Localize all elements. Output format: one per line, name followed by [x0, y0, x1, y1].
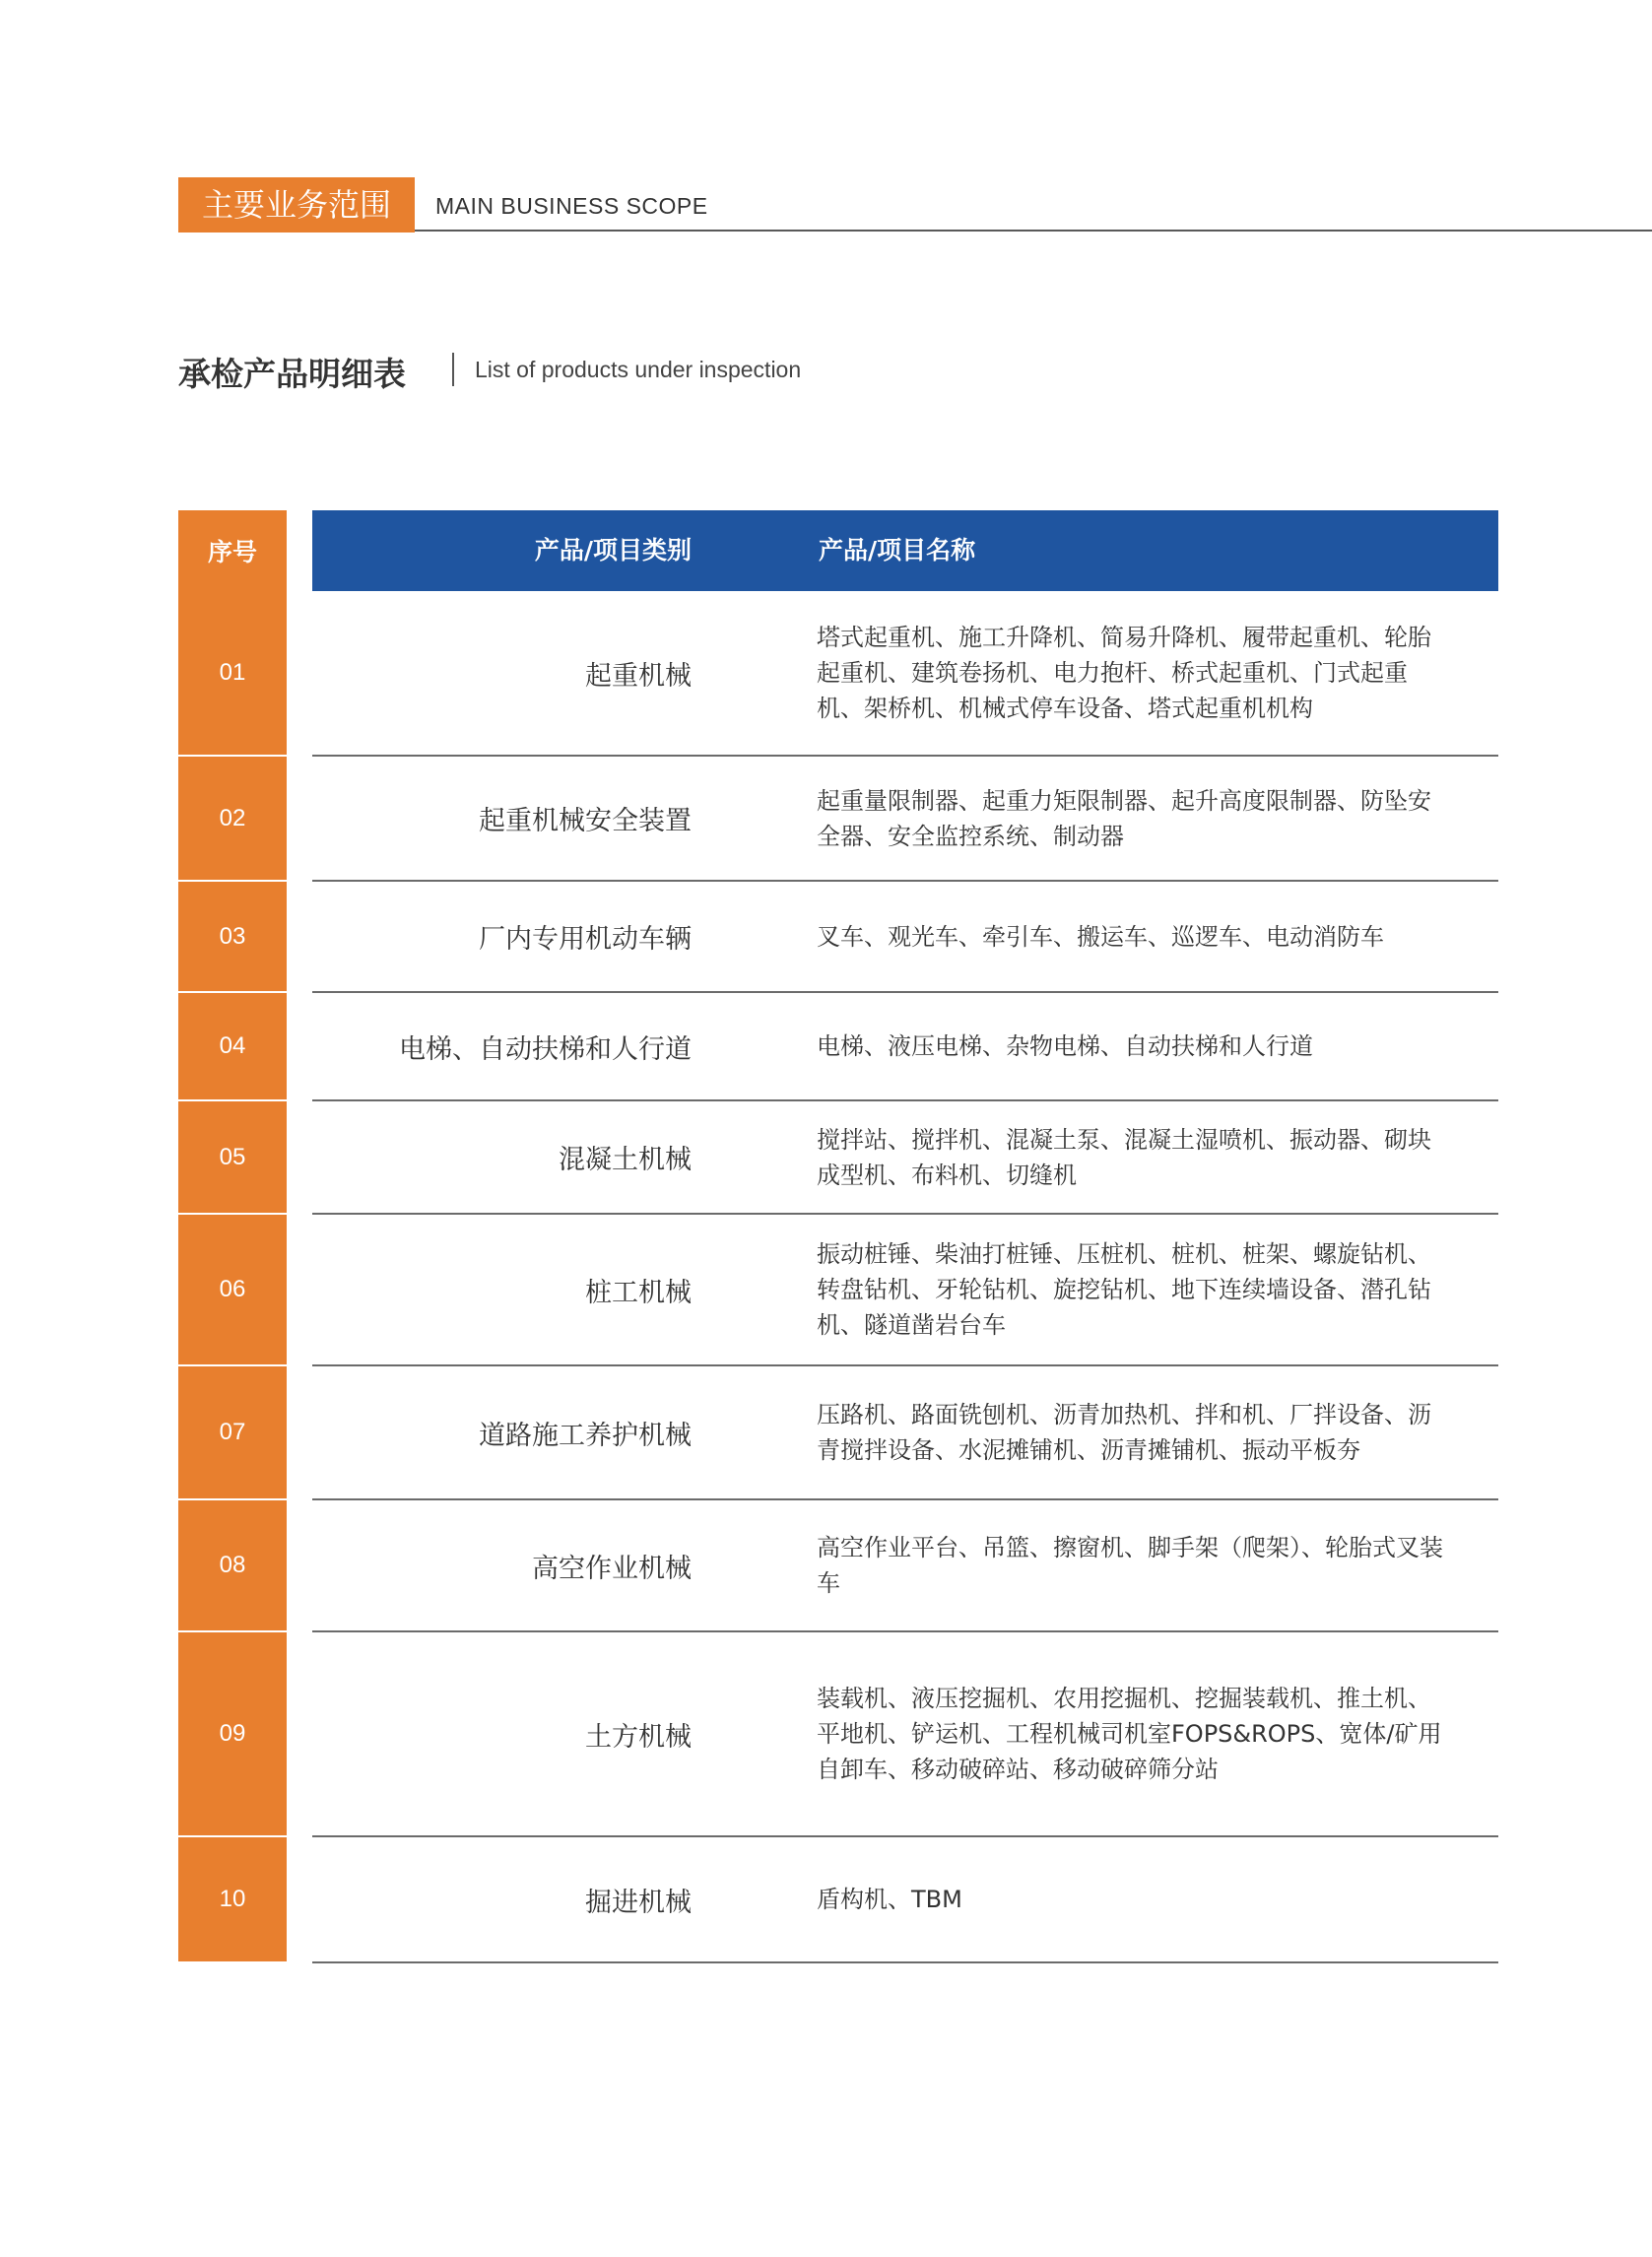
row-cells: [312, 993, 1498, 1101]
column-header-names: 产品/项目名称: [819, 536, 976, 564]
row-names: 振动桩锤、柴油打桩锤、压桩机、桩机、桩架、螺旋钻机、转盘钻机、牙轮钻机、旋挖钻机、地下连续墙设备、潜孔钻机、隧道凿岩台车: [817, 1240, 1431, 1339]
page-subtitle: List of products under inspection: [475, 357, 802, 382]
row-category: 掘进机械: [585, 1887, 692, 1918]
row-category: 起重机械安全装置: [479, 806, 692, 836]
page-title: 承检产品明细表: [178, 355, 406, 393]
table-row: [178, 591, 1498, 757]
row-category: 道路施工养护机械: [479, 1420, 692, 1451]
row-names: 装载机、液压挖掘机、农用挖掘机、挖掘装载机、推土机、平地机、铲运机、工程机械司机室FOPS&ROPS、宽体/矿用自卸车、移动破碎站、移动破碎筛分站: [817, 1685, 1442, 1783]
row-cells: [312, 1837, 1498, 1963]
row-cells: [312, 1500, 1498, 1632]
table-row: [178, 1215, 1498, 1366]
section-tab-english: MAIN BUSINESS SCOPE: [435, 193, 708, 219]
table-row: [178, 1632, 1498, 1837]
table-row: [178, 993, 1498, 1101]
row-names: 起重量限制器、起重力矩限制器、起升高度限制器、防坠安全器、安全监控系统、制动器: [817, 786, 1431, 850]
table-header: [312, 510, 1498, 591]
row-cells: [312, 1632, 1498, 1837]
row-names: 搅拌站、搅拌机、混凝土泵、混凝土湿喷机、振动器、砌块成型机、布料机、切缝机: [817, 1125, 1431, 1189]
row-number: 03: [178, 882, 287, 993]
row-names: 塔式起重机、施工升降机、简易升降机、履带起重机、轮胎起重机、建筑卷扬机、电力抱杆、桥式起重机、门式起重机、架桥机、机械式停车设备、塔式起重机机构: [817, 624, 1431, 722]
row-names: 盾构机、TBM: [817, 1886, 962, 1913]
row-names: 叉车、观光车、牵引车、搬运车、巡逻车、电动消防车: [817, 922, 1384, 951]
row-number: 06: [178, 1215, 287, 1366]
row-names: 高空作业平台、吊篮、擦窗机、脚手架（爬架）、轮胎式叉装车: [817, 1534, 1443, 1597]
row-category: 电梯、自动扶梯和人行道: [399, 1033, 692, 1065]
row-category: 混凝土机械: [559, 1145, 692, 1175]
row-cells: [312, 591, 1498, 757]
row-number: 07: [178, 1366, 287, 1500]
row-category: 厂内专用机动车辆: [479, 924, 692, 955]
table-row: [178, 1500, 1498, 1632]
column-header-number: 序号: [178, 510, 287, 591]
row-category: 土方机械: [585, 1721, 692, 1753]
table-row: [178, 1837, 1498, 1963]
product-table: [178, 591, 1498, 1963]
row-cells: [312, 882, 1498, 993]
row-names: 压路机、路面铣刨机、沥青加热机、拌和机、厂拌设备、沥青搅拌设备、水泥摊铺机、沥青摊铺机、振动平板夯: [817, 1401, 1431, 1464]
row-number: 09: [178, 1632, 287, 1837]
row-category: 高空作业机械: [532, 1553, 692, 1584]
table-row: [178, 1366, 1498, 1500]
row-cells: [312, 1101, 1498, 1215]
row-number: 10: [178, 1837, 287, 1963]
row-names: 电梯、液压电梯、杂物电梯、自动扶梯和人行道: [817, 1032, 1313, 1060]
row-cells: [312, 757, 1498, 882]
table-row: [178, 1101, 1498, 1215]
column-header-category: 产品/项目类别: [534, 536, 692, 564]
row-number: 08: [178, 1500, 287, 1632]
header-divider: [415, 230, 1652, 232]
row-category: 桩工机械: [585, 1277, 692, 1308]
title-separator: [452, 353, 454, 386]
row-cells: [312, 1215, 1498, 1366]
section-tab: 主要业务范围: [178, 177, 415, 232]
row-number: 05: [178, 1101, 287, 1215]
row-number: 01: [178, 591, 287, 757]
row-number: 02: [178, 757, 287, 882]
table-row: [178, 882, 1498, 993]
table-row: [178, 757, 1498, 882]
row-category: 起重机械: [585, 660, 692, 692]
row-cells: [312, 1366, 1498, 1500]
row-number: 04: [178, 993, 287, 1101]
